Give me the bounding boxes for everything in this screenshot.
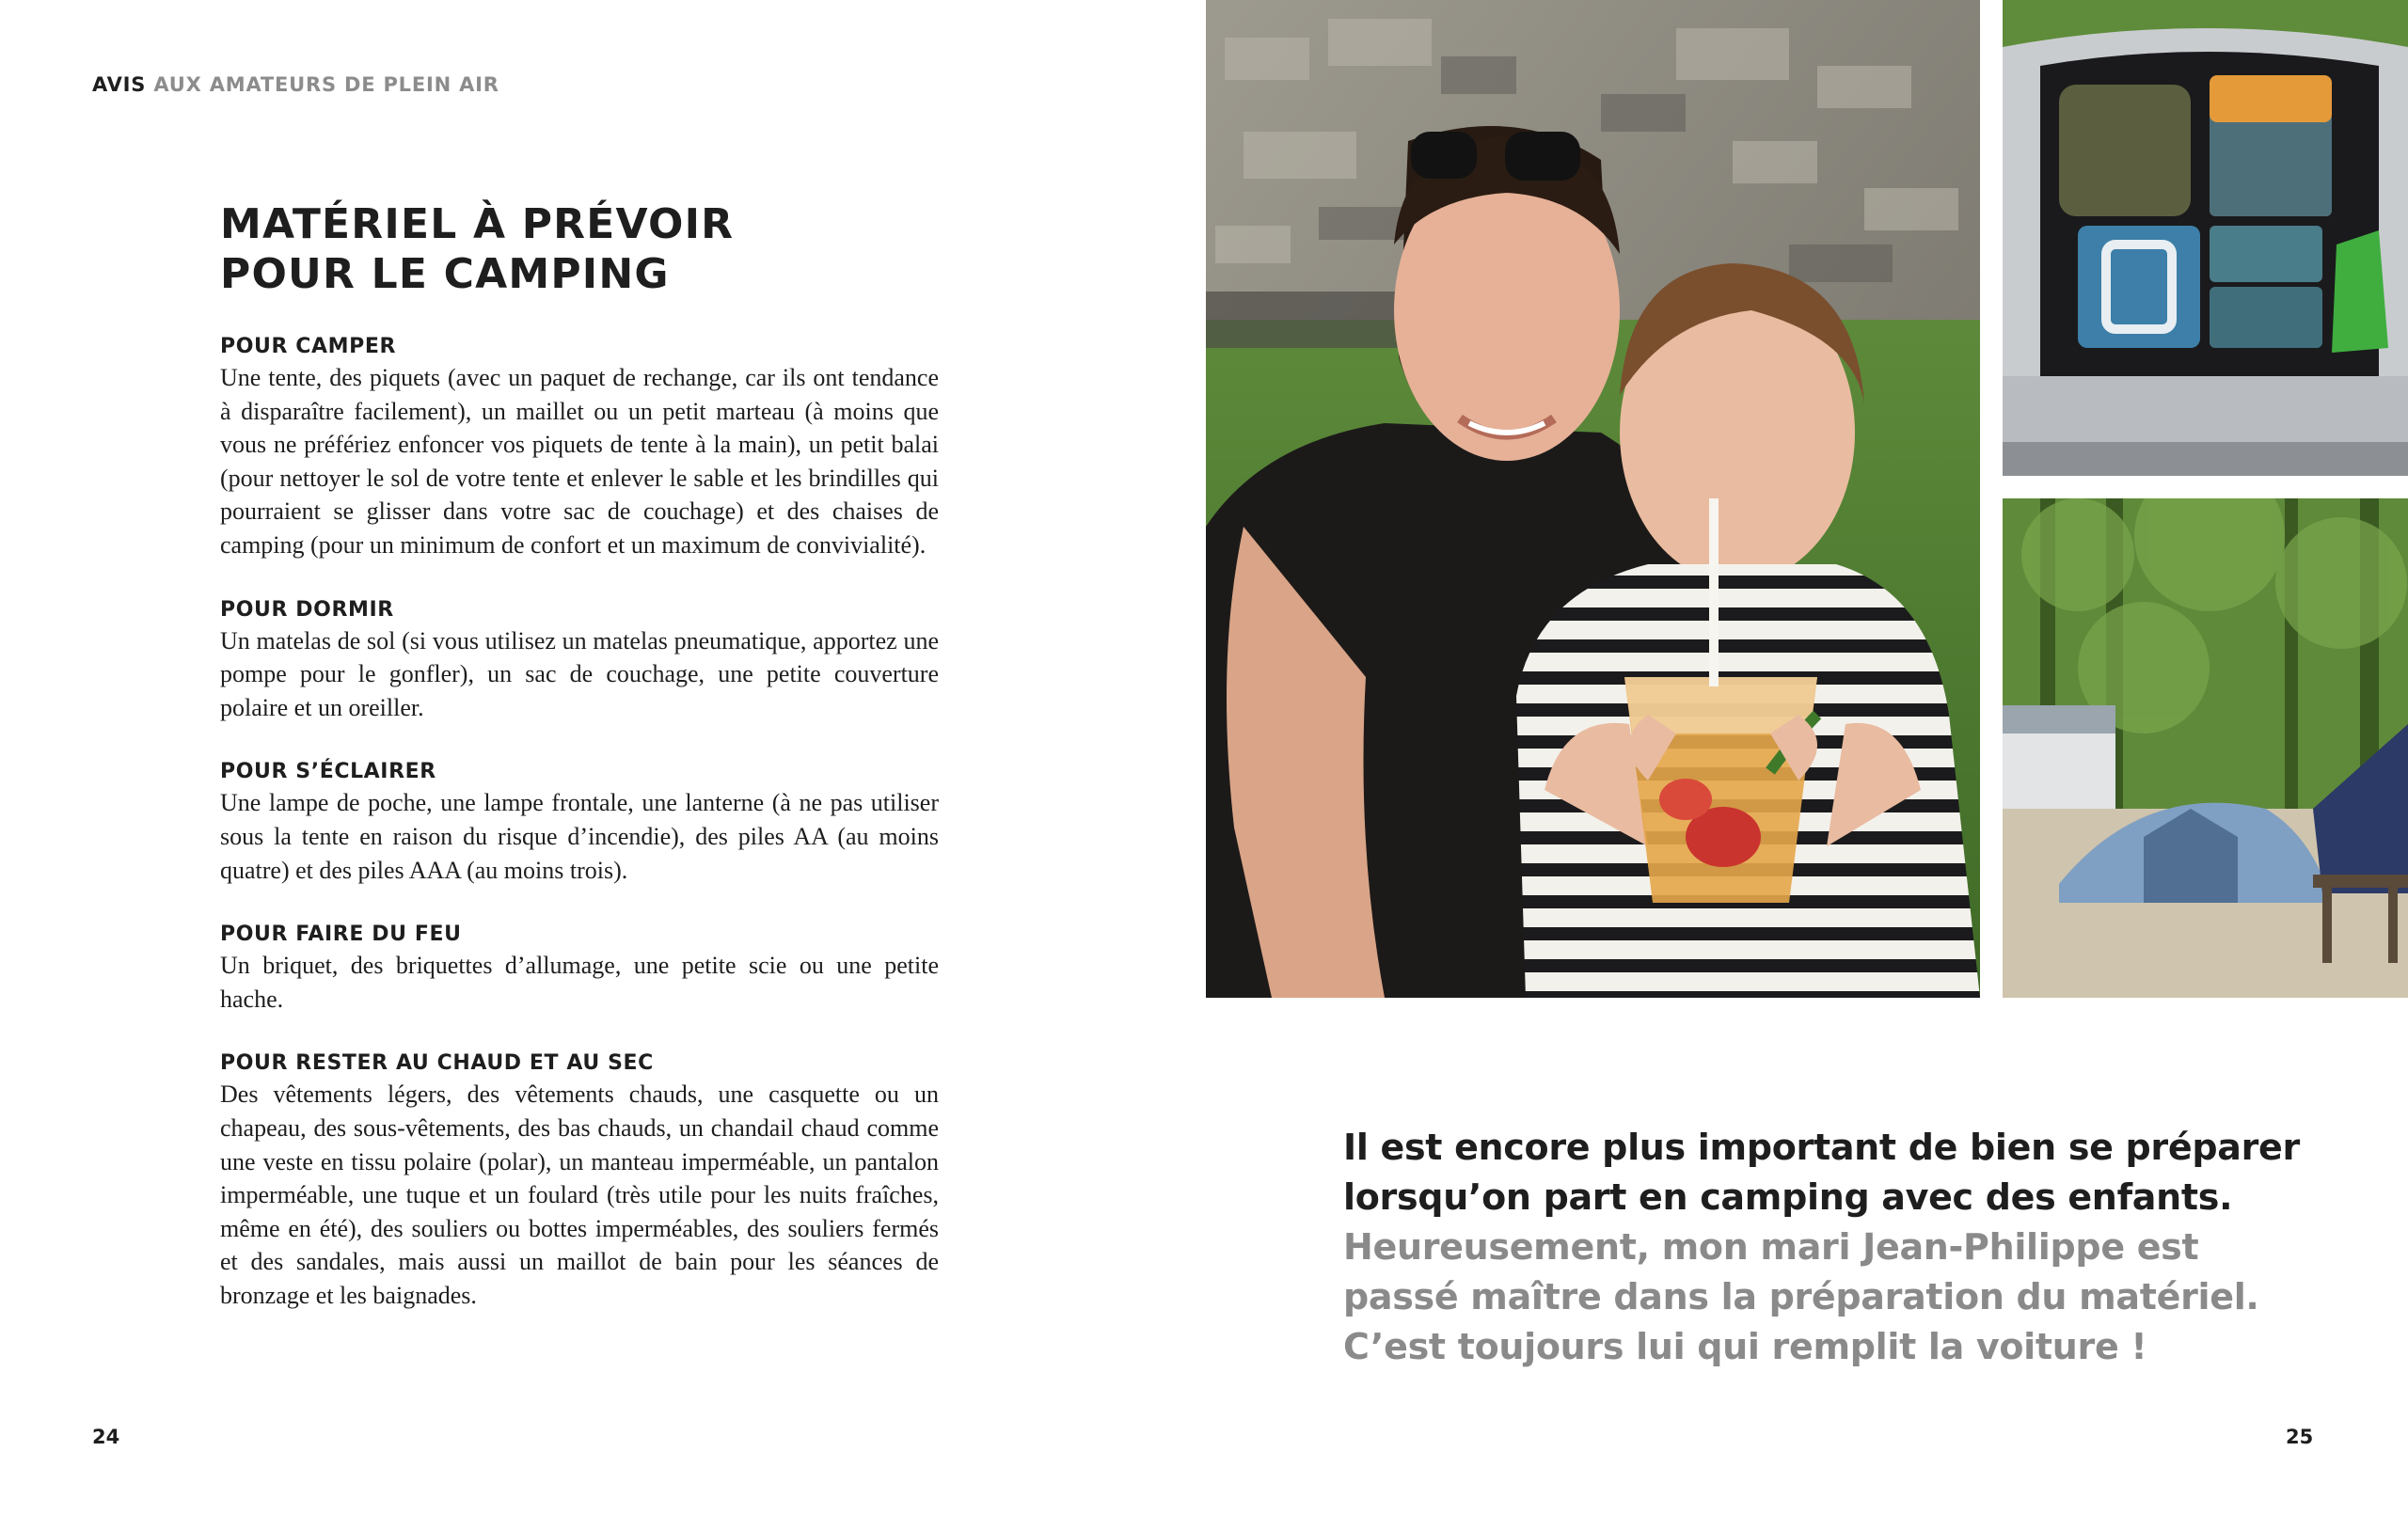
page-title [220, 199, 939, 299]
section-body: Un matelas de sol (si vous utilisez un matelas pneumatique, apportez une pompe pour le gonfler), un sac de couchage, une petite couverture polaire et un oreiller. [220, 626, 939, 721]
section-heading: POUR RESTER AU CHAUD ET AU SEC [220, 1051, 654, 1076]
pull-quote-dark: Il est encore plus important de bien se préparer lorsqu’on part en camping avec des enfants. [1343, 1127, 2300, 1218]
pull-quote-grey: Heureusement, mon mari Jean-Philippe est passé maître dans la préparation du matériel. C’est toujours lui qui remplit la voiture ! [1343, 1226, 2259, 1367]
running-head-strong: AVIS [92, 73, 147, 96]
section-dormir [220, 596, 939, 725]
running-head [92, 73, 499, 96]
section-heading: POUR S’ÉCLAIRER [220, 760, 436, 784]
section-camper [220, 333, 939, 562]
running-head-light: AUX AMATEURS DE PLEIN AIR [153, 73, 499, 96]
section-body: Un briquet, des briquettes d’allumage, une petite scie ou une petite hache. [220, 952, 939, 1013]
photo-mother-daughter [1206, 0, 1980, 998]
page-title-line-1: MATÉRIEL À PRÉVOIR [220, 200, 735, 248]
left-page-column [220, 199, 939, 1346]
gear-sections [220, 333, 939, 1312]
section-eclairer [220, 758, 939, 887]
page-number-left: 24 [92, 1426, 120, 1448]
photo-campsite-tent [2003, 498, 2408, 998]
photo-packed-car [2003, 0, 2408, 476]
section-feu [220, 921, 939, 1016]
section-body: Des vêtements légers, des vêtements chauds, une casquette ou un chapeau, des sous-vêtements, des bas chauds, un chandail chaud comme une veste en tissu polaire (polar), un manteau imperméable, un pantalon imperméable, une tuque et un foulard (très utile pour les nuits fraîches, même en été), des souliers ou bottes imperméables, des souliers fermés et des sandales, mais aussi un maillot de bain pour les séances de bronzage et les baignades. [220, 1080, 939, 1309]
section-body: Une lampe de poche, une lampe frontale, une lanterne (à ne pas utiliser sous la tente en raison du risque d’incendie), des piles AA (au moins quatre) et des piles AAA (au moins trois). [220, 789, 939, 884]
section-heading: POUR FAIRE DU FEU [220, 923, 462, 947]
section-chaud-sec [220, 1049, 939, 1312]
section-heading: POUR CAMPER [220, 335, 397, 358]
pull-quote [1343, 1123, 2312, 1372]
section-body: Une tente, des piquets (avec un paquet de rechange, car ils ont tendance à disparaître facilement), un maillet ou un petit marteau (à moins que vous ne préfériez enfoncer vos piquets de tente à la main), un petit balai (pour nettoyer le sol de votre tente et enlever le sable et les brindilles qui pourraient se glisser dans votre sac de couchage) et des chaises de camping (pour un minimum de confort et un maximum de convivialité). [220, 364, 939, 559]
page-title-line-2: POUR LE CAMPING [220, 250, 670, 298]
page-number-right: 25 [2286, 1426, 2314, 1448]
section-heading: POUR DORMIR [220, 597, 394, 622]
